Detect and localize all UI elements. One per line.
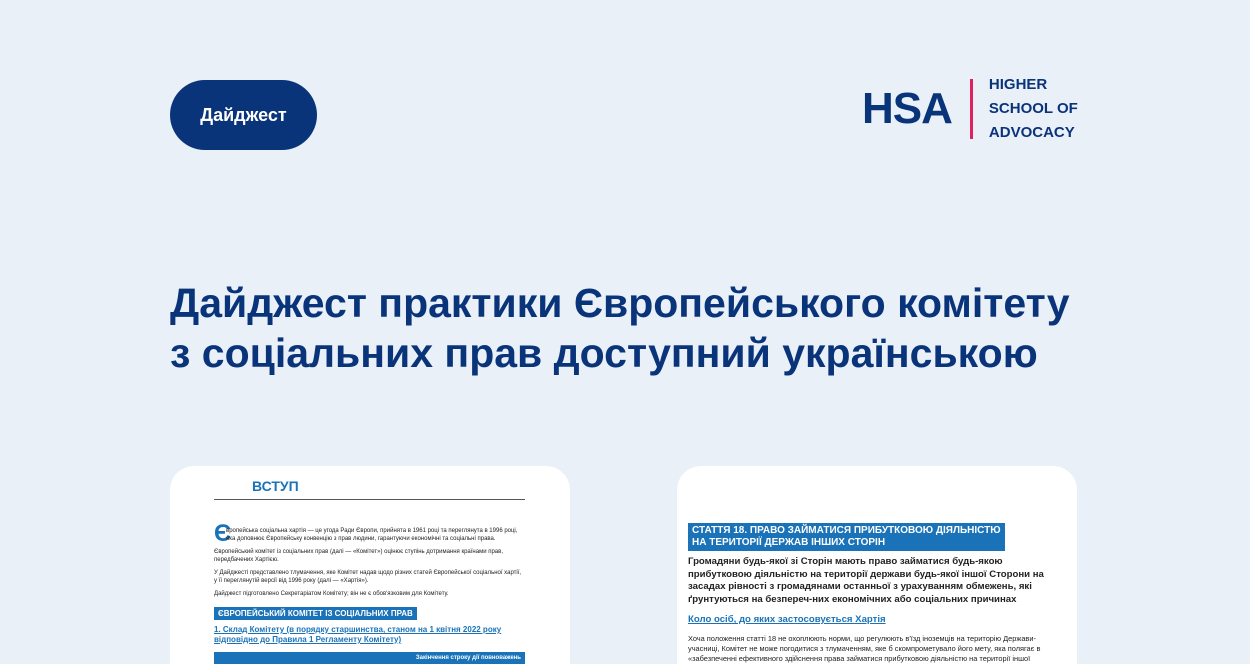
digest-badge[interactable]: Дайджест <box>170 80 317 150</box>
table-header: Закінчення строку дії повноважень <box>214 652 525 664</box>
section-band: ЄВРОПЕЙСЬКИЙ КОМІТЕТ ІЗ СОЦІАЛЬНИХ ПРАВ <box>214 607 417 620</box>
intro-paragraph-1: вропейська соціальна хартія — це угода Ради Європи, прийнята в 1961 році та переглянута в 1996 році, яка доповнює Європейську конвенцію з прав людини, гарантуючи економічні та соціальні права. <box>226 528 518 542</box>
logo-wordmark <box>989 73 1078 145</box>
logo-divider <box>970 79 973 139</box>
logo-line-1: HIGHER <box>988 76 1048 93</box>
intro-heading: ВСТУП <box>252 478 299 494</box>
article-band-line-1: СТАТТЯ 18. ПРАВО ЗАЙМАТИСЯ ПРИБУТКОВОЮ ДІЯЛЬНІСТЮ <box>692 525 1001 536</box>
committee-composition-link[interactable]: 1. Склад Комітету (в порядку старшинства, станом на 1 квітня 2022 року відповідно до Правила 1 Регламенту Комітету) <box>214 625 502 644</box>
article-band-line-2: НА ТЕРИТОРІЇ ДЕРЖАВ ІНШИХ СТОРІН <box>692 537 886 548</box>
scope-link[interactable]: Коло осіб, до яких застосовується Хартія <box>688 614 886 625</box>
document-preview-article-18[interactable] <box>677 466 1077 664</box>
intro-paragraph-2: Європейський комітет із соціальних прав (далі — «Комітет») оцінює ступінь дотримання країнами прав, передбачених Хартією. <box>214 549 503 563</box>
page-title-line-1: Дайджест практики Європейського комітету <box>170 280 1070 326</box>
logo-line-3: ADVOCACY <box>988 124 1075 141</box>
article-statement: Громадяни будь-якої зі Сторін мають право займатися будь-якою прибутковою діяльністю на території держави будь-якої іншої Сторони на засадах рівності з громадянами останньої з урахуванням обмежень, які ґрунтуються на безпереч-них економічних або соціальних причинах <box>688 556 1044 605</box>
page-title <box>170 278 1100 378</box>
article-band <box>688 523 1005 551</box>
document-preview-intro[interactable] <box>170 466 570 664</box>
page-title-line-2: з соціальних прав доступний українською <box>170 330 1038 376</box>
intro-paragraph-4: Дайджест підготовлено Секретаріатом Комітету; він не є обов'язковим для Комітету. <box>214 591 449 597</box>
logo-line-2: SCHOOL OF <box>988 100 1078 117</box>
intro-paragraph-3: У Дайджесті представлено тлумачення, яке Комітет надав щодо різних статей Європейської соціальної хартії, у її переглянутій версії від 1996 року (далі — «Хартія»). <box>214 570 522 584</box>
logo-mark: HSA <box>862 84 952 133</box>
drop-cap: Є <box>214 520 232 547</box>
heading-rule <box>214 499 525 500</box>
hsa-logo[interactable] <box>862 76 1078 142</box>
article-paragraph: Хоча положення статті 18 не охоплюють норми, що регулюють в'їзд іноземців на територію Держави-учасниці, Комітет не може погодитися з тлумаченням, яке б скомпрометувало його мету, яка полягає в «забезпеченні ефективного здійснення права займатися прибутковою діяльністю на території іншої <box>688 634 1041 663</box>
